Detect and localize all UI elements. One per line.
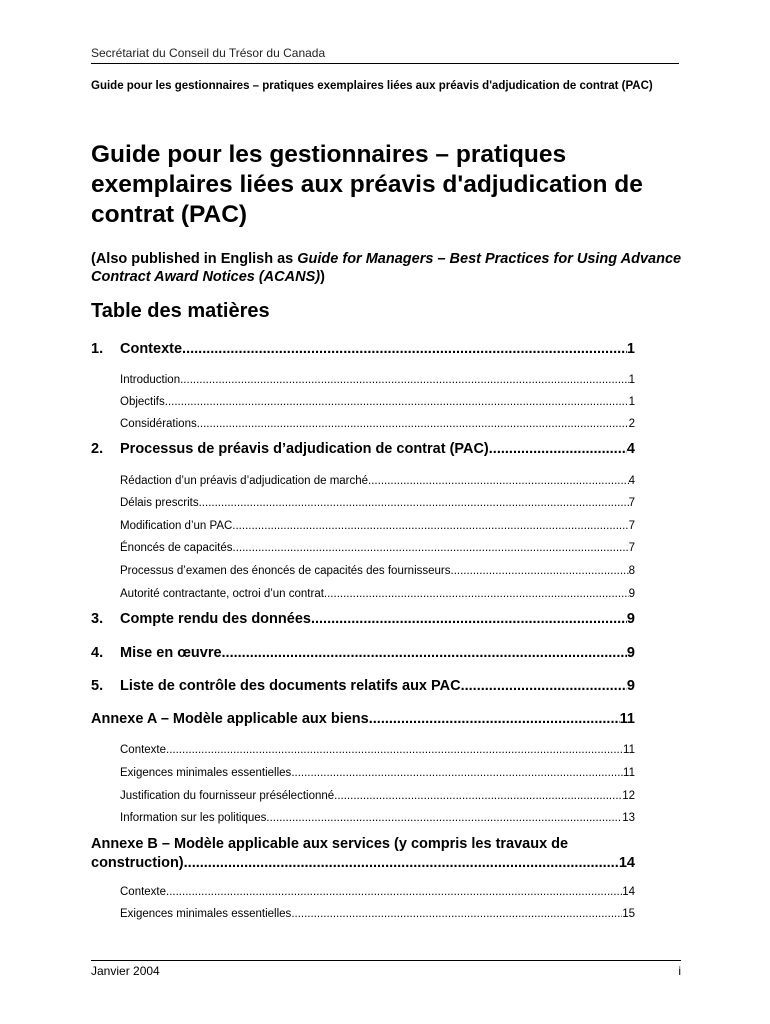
toc-entry-label: Liste de contrôle des documents relatifs aux PAC <box>120 678 461 694</box>
page-header: Secrétariat du Conseil du Trésor du Canada <box>91 46 679 64</box>
toc-page-number: 14 <box>618 855 635 871</box>
toc-entry-considerations[interactable] <box>120 418 635 430</box>
toc-leader <box>461 678 627 694</box>
toc-leader <box>368 475 629 487</box>
toc-entry-enonces[interactable] <box>120 542 635 554</box>
toc-entry-annexe-a-justification[interactable] <box>120 790 635 802</box>
toc-entry-label: Délais prescrits <box>120 497 199 509</box>
toc-page-number: 4 <box>626 441 635 457</box>
toc-heading: Table des matières <box>91 300 270 322</box>
toc-entry-label: Contexte <box>120 886 167 898</box>
toc-entry-label: Rédaction d’un préavis d’adjudication de marché <box>120 475 369 487</box>
toc-entry-label: Exigences minimales essentielles <box>120 908 292 920</box>
toc-leader <box>184 854 619 873</box>
toc-page-number: 7 <box>628 542 635 554</box>
toc-entry-annexe-a-information[interactable] <box>120 812 635 824</box>
toc-page-number: 2 <box>628 418 635 430</box>
toc-page-number: 7 <box>628 520 635 532</box>
toc-page-number: 9 <box>626 645 635 661</box>
toc-leader <box>324 588 629 600</box>
toc-leader <box>166 886 622 898</box>
toc-entry-annexe-b-exigences[interactable] <box>120 908 635 920</box>
toc-leader <box>451 565 629 577</box>
toc-leader <box>180 374 628 386</box>
toc-leader <box>222 645 627 661</box>
toc-entry-label-line2: construction) <box>91 855 184 871</box>
toc-entry-label: Information sur les politiques <box>120 812 267 824</box>
toc-entry-label: Énoncés de capacités <box>120 542 233 554</box>
toc-entry-label: Autorité contractante, octroi d’un contrat <box>120 588 324 600</box>
toc-entry-modification[interactable] <box>120 520 635 532</box>
toc-leader <box>266 812 622 824</box>
toc-page-number: 9 <box>626 611 635 627</box>
toc-entry-label: Mise en œuvre <box>120 645 222 661</box>
toc-entry-introduction[interactable] <box>120 374 635 386</box>
toc-page-number: 8 <box>628 565 635 577</box>
toc-entry-label: Introduction <box>120 374 181 386</box>
toc-leader <box>197 418 629 430</box>
footer-date: Janvier 2004 <box>91 964 160 978</box>
toc-page-number: 11 <box>619 711 635 727</box>
toc-leader <box>166 744 623 756</box>
toc-entry-label: Considérations <box>120 418 197 430</box>
toc-page-number: 7 <box>628 497 635 509</box>
toc-leader <box>199 497 629 509</box>
toc-page-number: 1 <box>626 341 635 357</box>
footer-page-number: i <box>678 964 681 978</box>
page-footer <box>91 960 681 978</box>
toc-entry-objectifs[interactable] <box>120 396 635 408</box>
toc-page-number: 14 <box>622 886 635 898</box>
toc-entry-processus-pac[interactable] <box>91 441 635 457</box>
toc-entry-delais[interactable] <box>120 497 635 509</box>
toc-page-number: 15 <box>622 908 635 920</box>
toc-number: 4. <box>91 645 104 661</box>
toc-entry-label: Processus de préavis d’adjudication de contrat (PAC) <box>120 441 489 457</box>
toc-entry-label: Justification du fournisseur présélectionné <box>120 790 335 802</box>
toc-entry-contexte[interactable] <box>91 341 635 357</box>
toc-page-number: 4 <box>628 475 635 487</box>
toc-leader <box>369 711 620 727</box>
document-title: Guide pour les gestionnaires – pratiques exemplaires liées aux préavis d'adjudication de contrat (PAC) <box>91 141 643 228</box>
header-document-title: Guide pour les gestionnaires – pratiques exemplaires liées aux préavis d'adjudication de contrat (PAC) <box>91 80 653 92</box>
published-note <box>91 250 691 286</box>
toc-leader <box>489 441 627 457</box>
toc-page-number: 13 <box>622 812 635 824</box>
toc-entry-label: Objectifs <box>120 396 165 408</box>
toc-page-number: 1 <box>628 374 635 386</box>
toc-entry-annexe-b-contexte[interactable] <box>120 886 635 898</box>
toc-leader <box>232 520 628 532</box>
toc-leader <box>311 611 627 627</box>
toc-leader <box>291 767 623 779</box>
published-note-suffix: ) <box>320 269 325 285</box>
toc-page-number: 12 <box>622 790 635 802</box>
toc-entry-label: Annexe A – Modèle applicable aux biens <box>91 711 369 727</box>
published-note-prefix: (Also published in English as <box>91 251 298 267</box>
toc-entry-redaction[interactable] <box>120 475 635 487</box>
toc-number: 5. <box>91 678 104 694</box>
toc-leader <box>334 790 622 802</box>
toc-page-number: 11 <box>623 744 635 756</box>
toc-leader <box>233 542 629 554</box>
toc-page-number: 11 <box>623 767 635 779</box>
toc-entry-liste-controle[interactable] <box>91 678 635 694</box>
toc-entry-autorite[interactable] <box>120 588 635 600</box>
toc-entry-annexe-a-exigences[interactable] <box>120 767 635 779</box>
toc-leader <box>182 341 627 357</box>
toc-number: 3. <box>91 611 104 627</box>
toc-entry-label: Contexte <box>120 744 167 756</box>
toc-leader <box>291 908 622 920</box>
toc-entry-annexe-a[interactable] <box>91 711 635 727</box>
toc-entry-label: Contexte <box>120 341 183 357</box>
toc-entry-label: Compte rendu des données <box>120 611 311 627</box>
toc-entry-annexe-b[interactable] <box>91 835 635 873</box>
toc-leader <box>165 396 629 408</box>
toc-number: 2. <box>91 441 104 457</box>
toc-entry-processus-examen[interactable] <box>120 565 635 577</box>
toc-entry-label-line1: Annexe B – Modèle applicable aux services (y compris les travaux de <box>91 836 569 852</box>
toc-entry-compte-rendu[interactable] <box>91 611 635 627</box>
toc-number: 1. <box>91 341 104 357</box>
toc-page-number: 9 <box>626 678 635 694</box>
toc-entry-label: Exigences minimales essentielles <box>120 767 292 779</box>
toc-entry-label: Processus d’examen des énoncés de capacités des fournisseurs <box>120 565 451 577</box>
toc-entry-annexe-a-contexte[interactable] <box>120 744 635 756</box>
english-title: Guide for Managers – Best Practices for Using Advance Contract Award Notices (ACANS) <box>91 251 682 285</box>
toc-entry-label: Modification d’un PAC <box>120 520 233 532</box>
toc-page-number: 1 <box>628 396 635 408</box>
toc-entry-mise-en-oeuvre[interactable] <box>91 645 635 661</box>
toc-page-number: 9 <box>628 588 635 600</box>
